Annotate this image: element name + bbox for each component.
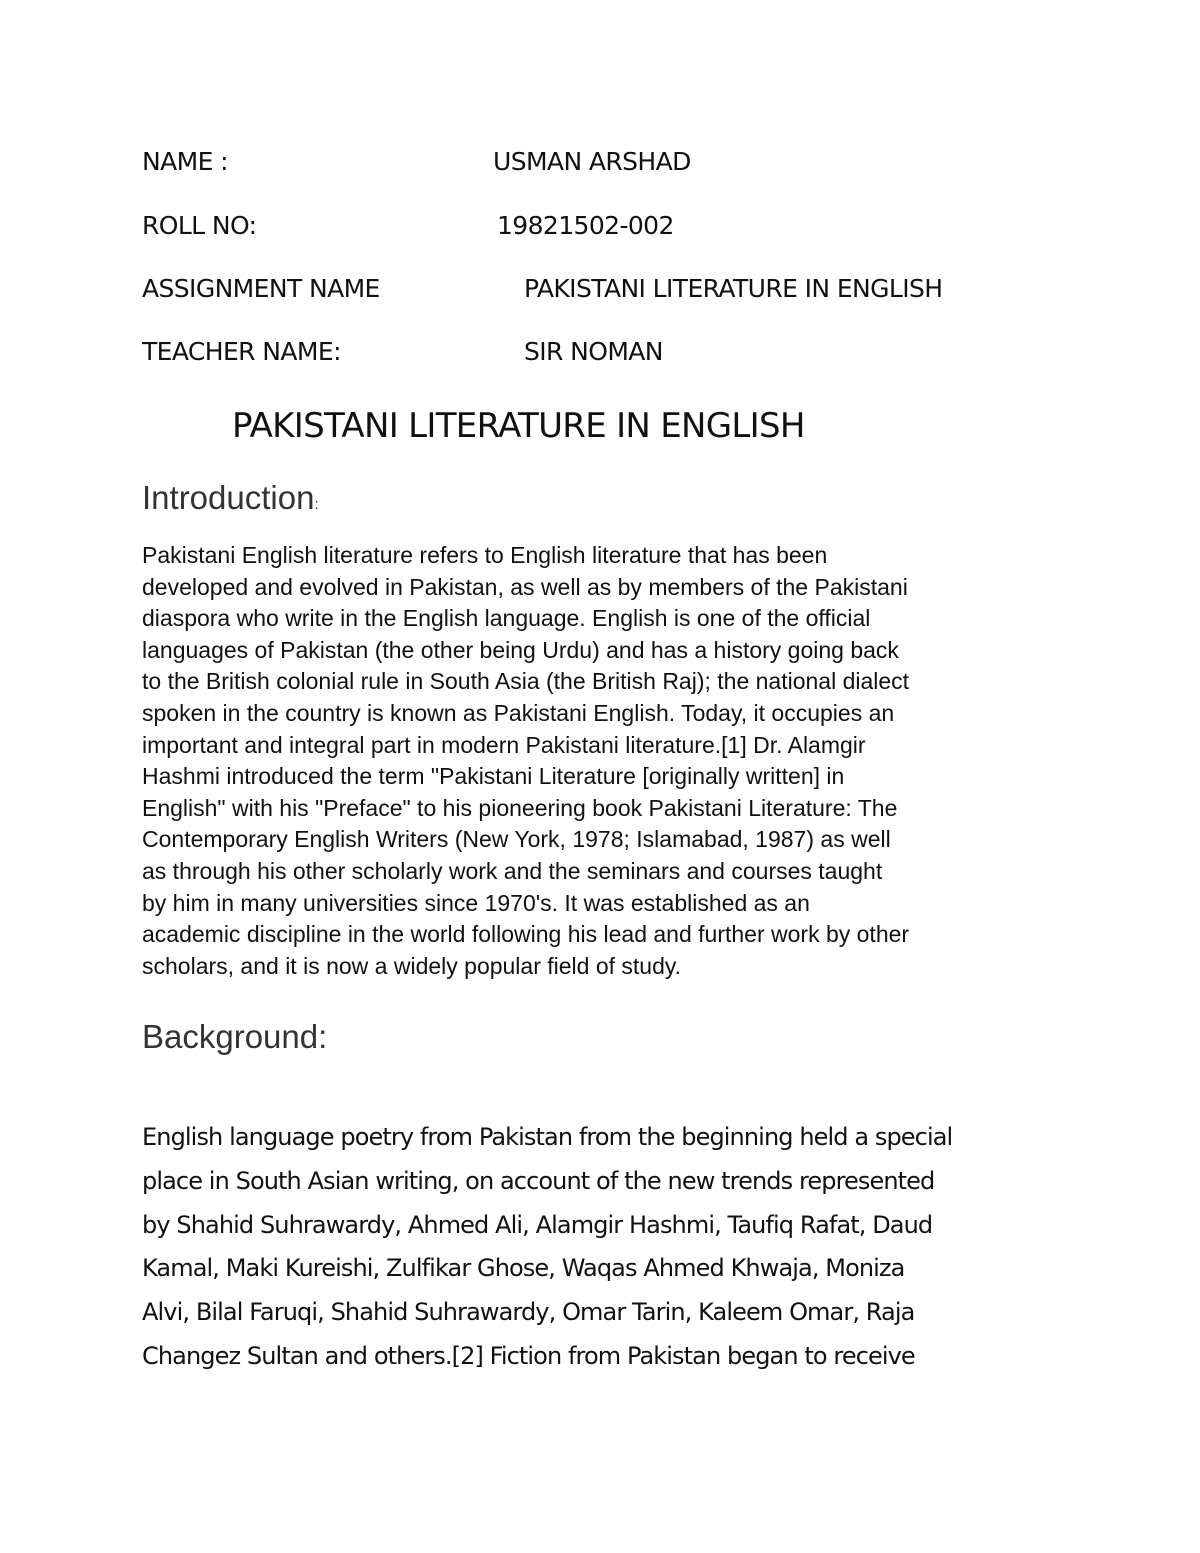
name-row [142, 142, 1082, 182]
teacher-name-value: SIR NOMAN [524, 337, 663, 366]
teacher-name-row [142, 332, 1082, 372]
introduction-heading-colon: : [314, 496, 319, 513]
paragraph-line: English language poetry from Pakistan from the beginning held a special [142, 1123, 953, 1151]
paragraph-line: diaspora who write in the English language. English is one of the official [142, 605, 871, 632]
paragraph-line: Contemporary English Writers (New York, 1978; Islamabad, 1987) as well [142, 826, 891, 853]
name-label: NAME : [142, 147, 228, 176]
paragraph-line: by Shahid Suhrawardy, Ahmed Ali, Alamgir Hashmi, Taufiq Rafat, Daud [142, 1210, 933, 1239]
introduction-heading [142, 476, 319, 527]
paragraph-line: spoken in the country is known as Pakistani English. Today, it occupies an [142, 699, 895, 726]
assignment-name-row [142, 269, 1082, 309]
background-heading: Background: [142, 1018, 328, 1055]
roll-no-value: 19821502-002 [497, 211, 674, 240]
paragraph-line: Alvi, Bilal Faruqi, Shahid Suhrawardy, Omar Tarin, Kaleem Omar, Raja [142, 1298, 915, 1327]
paragraph-line: academic discipline in the world following his lead and further work by other [142, 921, 910, 948]
name-value: USMAN ARSHAD [493, 147, 691, 176]
teacher-name-label: TEACHER NAME: [142, 337, 341, 366]
paragraph-line: Kamal, Maki Kureishi, Zulfikar Ghose, Waqas Ahmed Khwaja, Moniza [142, 1254, 905, 1283]
assignment-name-value: PAKISTANI LITERATURE IN ENGLISH [524, 274, 943, 303]
paragraph-line: Hashmi introduced the term "Pakistani Literature [originally written] in [142, 763, 845, 790]
paragraph-line: by him in many universities since 1970's. It was established as an [142, 889, 810, 916]
paragraph-line: developed and evolved in Pakistan, as well as by members of the Pakistani [142, 573, 908, 600]
document-title: PAKISTANI LITERATURE IN ENGLISH [232, 406, 805, 446]
paragraph-line: to the British colonial rule in South Asia (the British Raj); the national dialect [142, 668, 910, 695]
paragraph-line: English" with his "Preface" to his pioneering book Pakistani Literature: The [142, 794, 898, 821]
roll-no-label: ROLL NO: [142, 211, 257, 240]
introduction-paragraph [142, 540, 1082, 982]
paragraph-line: important and integral part in modern Pakistani literature.[1] Dr. Alamgir [142, 731, 866, 758]
paragraph-line: place in South Asian writing, on account of the new trends represented [142, 1166, 935, 1195]
assignment-name-label: ASSIGNMENT NAME [142, 274, 380, 303]
roll-no-row [142, 206, 1082, 246]
paragraph-line: Changez Sultan and others.[2] Fiction from Pakistan began to receive [142, 1341, 915, 1370]
background-paragraph [142, 1116, 1082, 1379]
introduction-heading-text: Introduction [142, 479, 315, 516]
paragraph-line: scholars, and it is now a widely popular field of study. [142, 952, 682, 979]
paragraph-line: languages of Pakistan (the other being Urdu) and has a history going back [142, 636, 899, 663]
paragraph-line: as through his other scholarly work and the seminars and courses taught [142, 857, 883, 884]
paragraph-line: Pakistani English literature refers to English literature that has been [142, 542, 828, 568]
